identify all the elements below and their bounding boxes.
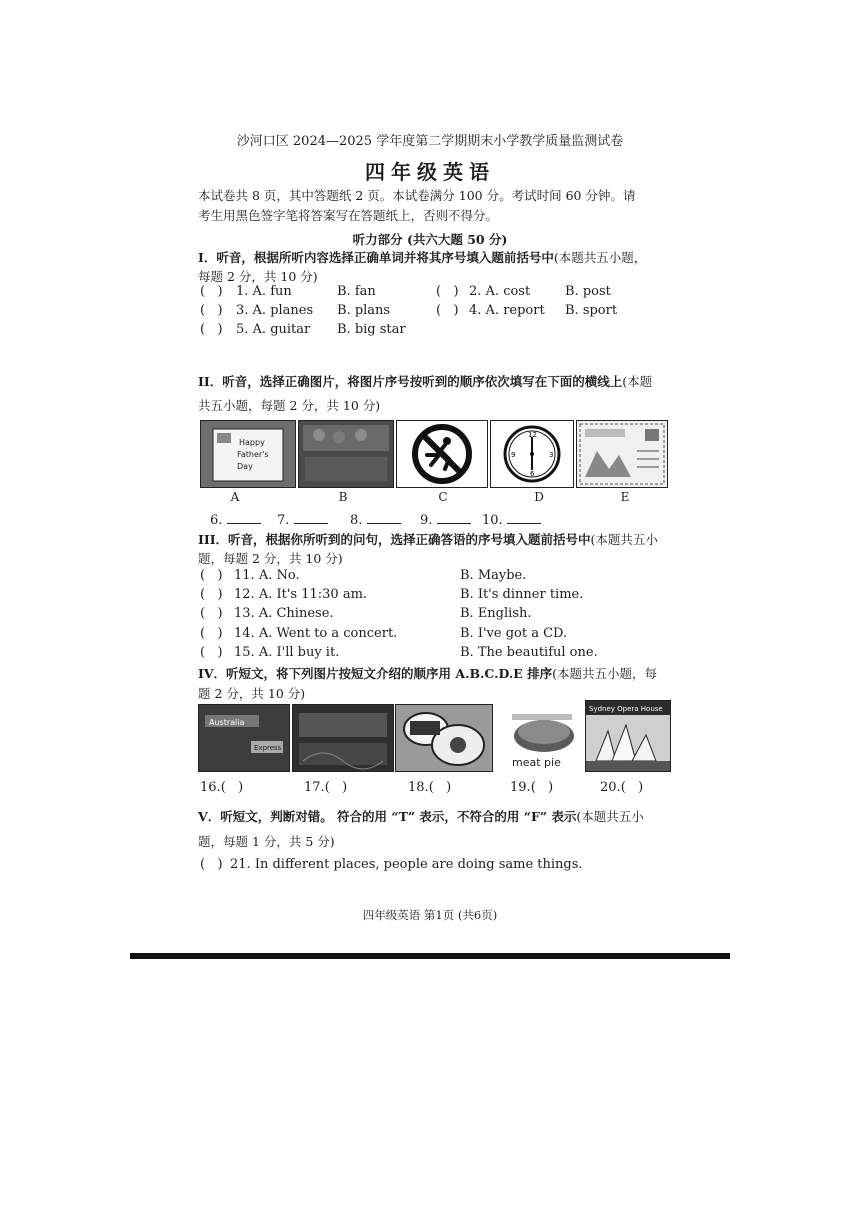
bottom-rule — [130, 953, 730, 959]
q1-b: B. fan — [337, 284, 376, 299]
q4-bracket[interactable]: ( ) — [436, 303, 459, 318]
q4-b: B. sport — [565, 303, 618, 318]
answer-blank-6[interactable]: 6. — [210, 511, 261, 528]
section-3-title-line2: 题，每题 2 分，共 10 分) — [198, 551, 343, 566]
no-running-sign-icon — [397, 421, 487, 487]
picture-meat-pie — [494, 704, 582, 770]
picture-australia-express — [198, 704, 290, 772]
q12-b: B. It's dinner time. — [460, 587, 584, 602]
section-1-title: I．听音，根据所听内容选择正确单词并将其序号填入题前括号中(本题共五小题， — [198, 250, 647, 265]
q15-b: B. The beautiful one. — [460, 645, 598, 660]
q12-bracket[interactable]: ( ) — [200, 587, 223, 602]
q1-a: 1. A. fun — [236, 284, 292, 299]
q12-a: 12. A. It's 11:30 am. — [234, 587, 368, 602]
picture-a-fathers-day-card — [200, 420, 296, 488]
section-3-title: III．听音，根据你所听到的问句，选择正确答语的序号填入题前括号中(本题共五小 — [198, 532, 658, 547]
answer-17[interactable]: 17.( ) — [304, 780, 348, 795]
section-5-title: V．听短文，判断对错。 符合的用 “T” 表示，不符合的用 “F” 表示(本题共五小 — [198, 809, 644, 824]
svg-text:Australia: Australia — [209, 718, 245, 727]
svg-text:meat pie: meat pie — [512, 756, 561, 769]
school-title: 沙河口区 2024—2025 学年度第二学期期末小学教学质量监测试卷 — [236, 134, 624, 149]
q21-bracket[interactable]: ( ) — [200, 857, 223, 872]
picture-d-clock — [490, 420, 574, 488]
picture-c-label: C — [438, 490, 448, 504]
svg-text:6: 6 — [530, 470, 535, 478]
clock-icon — [491, 421, 573, 487]
svg-text:Sydney Opera House: Sydney Opera House — [589, 705, 663, 713]
card-text-3: Day — [237, 462, 253, 471]
svg-text:9: 9 — [511, 451, 516, 459]
picture-c-no-running — [396, 420, 488, 488]
answer-blank-9[interactable]: 9. — [420, 511, 471, 528]
listening-section-title: 听力部分 (共六大题 50 分) — [352, 232, 508, 247]
answer-18[interactable]: 18.( ) — [408, 780, 452, 795]
card-text-2: Father's — [237, 450, 269, 459]
answer-blank-10[interactable]: 10. — [482, 511, 541, 528]
intro-line-2: 考生用黑色签字笔将答案写在答题纸上，否则不得分。 — [198, 208, 499, 223]
picture-e-postcard — [576, 420, 668, 488]
q21-text: 21. In different places, people are doing same things. — [230, 857, 583, 872]
q11-bracket[interactable]: ( ) — [200, 568, 223, 583]
q15-a: 15. A. I'll buy it. — [234, 645, 340, 660]
q5-a: 5. A. guitar — [236, 322, 311, 337]
q2-b: B. post — [565, 284, 611, 299]
q13-bracket[interactable]: ( ) — [200, 606, 223, 621]
section-2-title: II．听音，选择正确图片，将图片序号按听到的顺序依次填写在下面的横线上(本题 — [198, 374, 653, 389]
answer-16[interactable]: 16.( ) — [200, 780, 244, 795]
section-1-title-line2: 每题 2 分，共 10 分) — [198, 269, 318, 284]
q15-bracket[interactable]: ( ) — [200, 645, 223, 660]
answer-19[interactable]: 19.( ) — [510, 780, 554, 795]
q14-bracket[interactable]: ( ) — [200, 626, 223, 641]
card-text-1: Happy — [239, 438, 265, 447]
section-4-title-line2: 题 2 分，共 10 分) — [198, 686, 306, 701]
picture-cartoon — [395, 704, 493, 772]
postcard-icon — [577, 421, 667, 487]
answer-blank-7[interactable]: 7. — [277, 511, 328, 528]
fathers-day-card-icon — [201, 421, 295, 487]
picture-dark-scene — [292, 704, 394, 772]
svg-text:3: 3 — [549, 451, 554, 459]
q5-bracket[interactable]: ( ) — [200, 322, 223, 337]
section-2-title-line2: 共五小题，每题 2 分，共 10 分) — [198, 398, 381, 413]
q11-a: 11. A. No. — [234, 568, 300, 583]
q4-a: 4. A. report — [469, 303, 545, 318]
q5-b: B. big star — [337, 322, 406, 337]
q3-a: 3. A. planes — [236, 303, 314, 318]
page-footer: 四年级英语 第1页 (共6页) — [362, 908, 498, 922]
q13-b: B. English. — [460, 606, 532, 621]
q1-bracket[interactable]: ( ) — [200, 284, 223, 299]
answer-blank-8[interactable]: 8. — [350, 511, 401, 528]
q2-a: 2. A. cost — [469, 284, 531, 299]
q3-b: B. plans — [337, 303, 391, 318]
intro-line-1: 本试卷共 8 页，其中答题纸 2 页。本试卷满分 100 分。考试时间 60 分钟。请 — [198, 188, 636, 203]
q14-a: 14. A. Went to a concert. — [234, 626, 398, 641]
q3-bracket[interactable]: ( ) — [200, 303, 223, 318]
picture-a-label: A — [230, 490, 240, 504]
picture-b-label: B — [338, 490, 348, 504]
picture-d-label: D — [534, 490, 544, 504]
answer-20[interactable]: 20.( ) — [600, 780, 644, 795]
q13-a: 13. A. Chinese. — [234, 606, 334, 621]
section-5-title-line2: 题，每题 1 分，共 5 分) — [198, 834, 335, 849]
picture-sydney-opera-house — [585, 700, 671, 772]
svg-text:Express: Express — [254, 744, 282, 752]
picture-e-label: E — [620, 490, 630, 504]
subject-title: 四年级英语 — [365, 160, 495, 184]
picture-b-photo — [298, 420, 394, 488]
q2-bracket[interactable]: ( ) — [436, 284, 459, 299]
section-4-title: IV．听短文，将下列图片按短文介绍的顺序用 A.B.C.D.E 排序(本题共五小题，每 — [198, 666, 657, 681]
svg-text:12: 12 — [528, 431, 537, 439]
q11-b: B. Maybe. — [460, 568, 527, 583]
q14-b: B. I've got a CD. — [460, 626, 568, 641]
